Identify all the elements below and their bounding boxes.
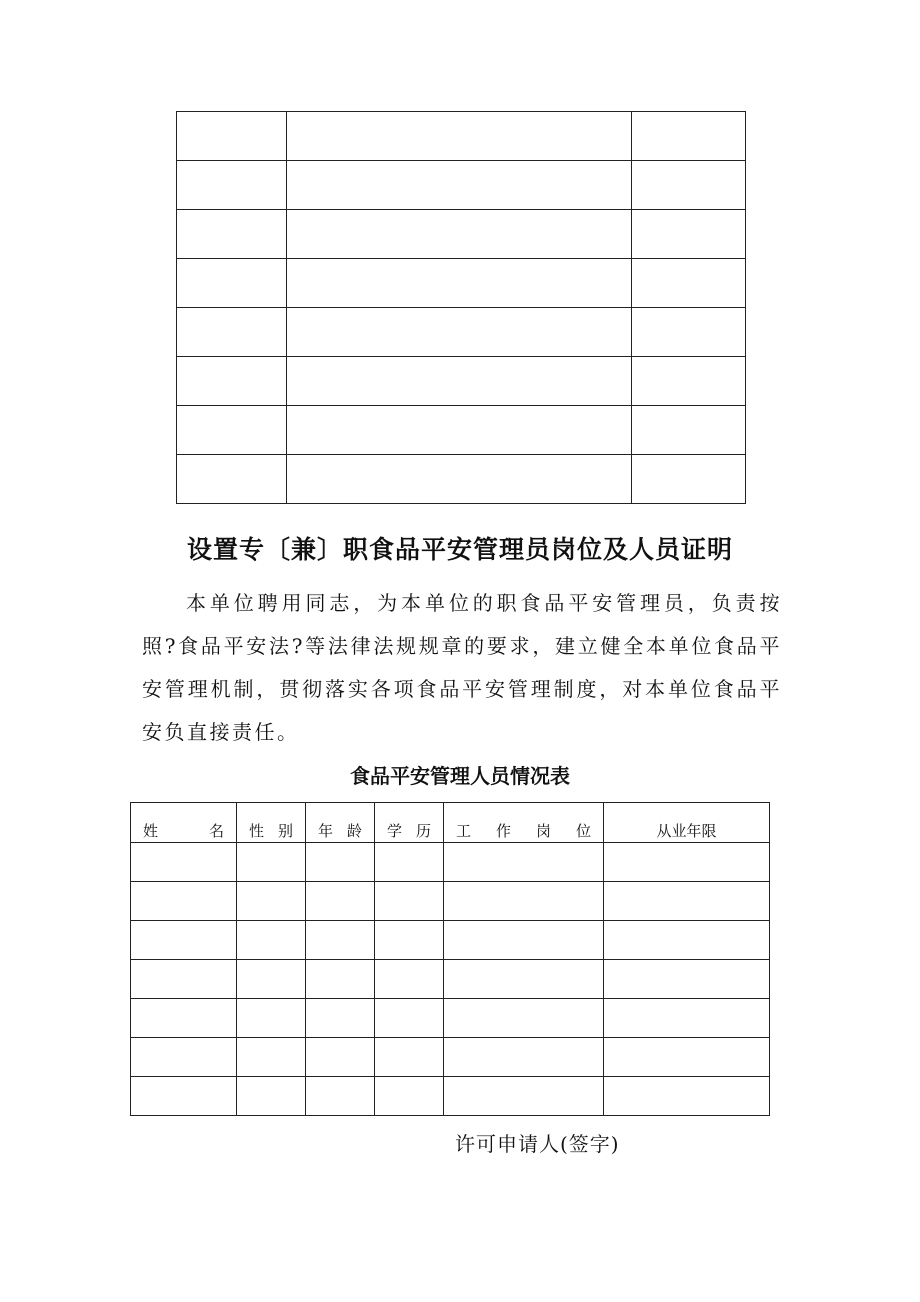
table-cell	[375, 843, 444, 882]
table-cell	[237, 999, 306, 1038]
table-cell	[632, 161, 746, 210]
table-row	[177, 406, 746, 455]
table-cell	[604, 843, 770, 882]
header-label: 工 作 岗 位	[456, 822, 591, 840]
table-cell	[131, 843, 237, 882]
table-cell	[131, 960, 237, 999]
table-cell	[306, 843, 375, 882]
table-cell	[632, 259, 746, 308]
table-cell	[237, 1077, 306, 1116]
staff-info-table	[130, 802, 770, 1116]
table-cell	[604, 921, 770, 960]
table-cell	[237, 921, 306, 960]
header-label: 姓 名	[143, 822, 224, 840]
table-cell	[632, 455, 746, 504]
table-cell	[444, 882, 604, 921]
table-cell	[375, 921, 444, 960]
table-cell	[306, 921, 375, 960]
table-cell	[632, 406, 746, 455]
header-position	[444, 803, 604, 843]
table-cell	[131, 882, 237, 921]
header-label: 学 历	[387, 822, 431, 840]
table-header-row	[131, 803, 770, 843]
table-row	[177, 161, 746, 210]
header-gender	[237, 803, 306, 843]
table-cell	[177, 357, 287, 406]
table-cell	[287, 210, 632, 259]
table-cell	[131, 1077, 237, 1116]
table-cell	[177, 308, 287, 357]
table-cell	[604, 1038, 770, 1077]
table-cell	[237, 960, 306, 999]
table-cell	[604, 1077, 770, 1116]
table-cell	[287, 308, 632, 357]
table-cell	[375, 960, 444, 999]
table-cell	[375, 882, 444, 921]
table-cell	[237, 882, 306, 921]
table-cell	[444, 843, 604, 882]
certification-paragraph: 本单位聘用同志，为本单位的职食品平安管理员，负责按照?食品平安法?等法律法规规章的要求，建立健全本单位食品平安管理机制，贯彻落实各项食品平安管理制度，对本单位食品平安负直接责任。	[142, 591, 782, 744]
table-cell	[177, 259, 287, 308]
table-cell	[632, 357, 746, 406]
header-years: 从业年限	[604, 803, 770, 843]
header-name	[131, 803, 237, 843]
table-cell	[604, 960, 770, 999]
table-cell	[444, 999, 604, 1038]
table-row	[131, 960, 770, 999]
table-row	[131, 843, 770, 882]
table-row	[177, 259, 746, 308]
table-cell	[287, 259, 632, 308]
header-label: 性 别	[249, 822, 293, 840]
table-cell	[237, 843, 306, 882]
table-cell	[306, 999, 375, 1038]
table-cell	[632, 308, 746, 357]
table-row	[177, 357, 746, 406]
table-cell	[287, 406, 632, 455]
table-cell	[177, 455, 287, 504]
table-cell	[604, 999, 770, 1038]
header-age	[306, 803, 375, 843]
table-row	[131, 882, 770, 921]
table-cell	[306, 882, 375, 921]
table-cell	[237, 1038, 306, 1077]
staff-table-caption: 食品平安管理人员情况表	[350, 764, 570, 788]
table-cell	[604, 882, 770, 921]
table-cell	[287, 112, 632, 161]
table-row	[177, 112, 746, 161]
table-row	[177, 210, 746, 259]
table-row	[131, 1077, 770, 1116]
table-cell	[306, 1077, 375, 1116]
table-cell	[177, 210, 287, 259]
table-cell	[177, 112, 287, 161]
table-cell	[444, 1077, 604, 1116]
table-cell	[632, 112, 746, 161]
table-row	[131, 1038, 770, 1077]
table-row	[131, 999, 770, 1038]
table-cell	[177, 406, 287, 455]
header-education	[375, 803, 444, 843]
table-cell	[287, 357, 632, 406]
table-cell	[444, 1038, 604, 1077]
table-cell	[177, 161, 287, 210]
table-cell	[306, 1038, 375, 1077]
table-cell	[375, 1038, 444, 1077]
table-row	[177, 455, 746, 504]
table-cell	[444, 960, 604, 999]
table-cell	[375, 999, 444, 1038]
table-cell	[287, 455, 632, 504]
table-cell	[375, 1077, 444, 1116]
table-row	[177, 308, 746, 357]
blank-table-top	[176, 111, 746, 504]
table-cell	[131, 999, 237, 1038]
applicant-signature-label: 许可申请人(签字)	[455, 1132, 620, 1156]
table-cell	[632, 210, 746, 259]
table-cell	[306, 960, 375, 999]
document-title: 设置专〔兼〕职食品平安管理员岗位及人员证明	[186, 535, 733, 564]
table-cell	[444, 921, 604, 960]
table-cell	[287, 161, 632, 210]
table-cell	[131, 1038, 237, 1077]
table-cell	[131, 921, 237, 960]
table-row	[131, 921, 770, 960]
header-label: 年 龄	[318, 822, 362, 840]
